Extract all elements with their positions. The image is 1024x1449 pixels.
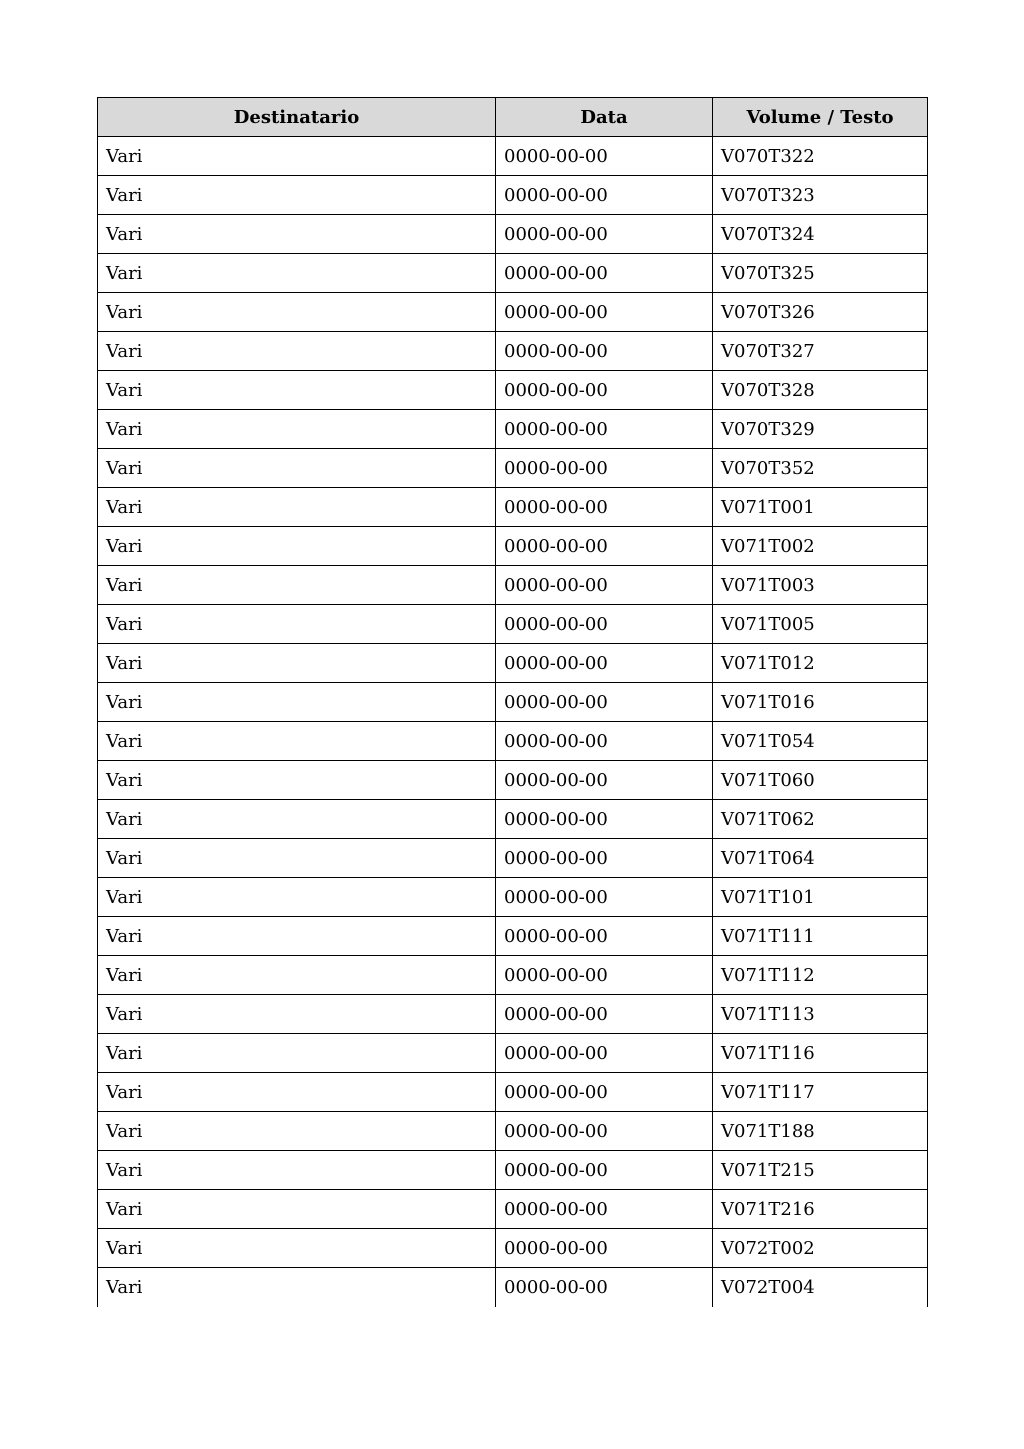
cell-volume-testo: V070T322	[713, 137, 928, 176]
cell-data: 0000-00-00	[496, 1190, 713, 1229]
cell-volume-testo: V071T216	[713, 1190, 928, 1229]
cell-data: 0000-00-00	[496, 527, 713, 566]
table-row	[98, 1151, 928, 1190]
cell-volume-testo: V070T328	[713, 371, 928, 410]
cell-volume-testo: V071T101	[713, 878, 928, 917]
table-row	[98, 527, 928, 566]
cell-data: 0000-00-00	[496, 1112, 713, 1151]
cell-volume-testo: V071T188	[713, 1112, 928, 1151]
cell-volume-testo: V070T329	[713, 410, 928, 449]
table-row	[98, 488, 928, 527]
table-row	[98, 839, 928, 878]
cell-data: 0000-00-00	[496, 566, 713, 605]
cell-volume-testo: V071T112	[713, 956, 928, 995]
cell-destinatario: Vari	[98, 1229, 496, 1268]
cell-volume-testo: V071T116	[713, 1034, 928, 1073]
cell-destinatario: Vari	[98, 1034, 496, 1073]
cell-volume-testo: V070T327	[713, 332, 928, 371]
table-row	[98, 449, 928, 488]
table-row	[98, 176, 928, 215]
cell-data: 0000-00-00	[496, 800, 713, 839]
cell-destinatario: Vari	[98, 137, 496, 176]
cell-destinatario: Vari	[98, 956, 496, 995]
cell-data: 0000-00-00	[496, 293, 713, 332]
cell-volume-testo: V071T113	[713, 995, 928, 1034]
cell-data: 0000-00-00	[496, 761, 713, 800]
cell-data: 0000-00-00	[496, 644, 713, 683]
table-row	[98, 254, 928, 293]
table-body	[98, 137, 928, 1307]
cell-volume-testo: V071T002	[713, 527, 928, 566]
cell-data: 0000-00-00	[496, 1073, 713, 1112]
table-row	[98, 644, 928, 683]
cell-data: 0000-00-00	[496, 956, 713, 995]
cell-volume-testo: V071T005	[713, 605, 928, 644]
cell-data: 0000-00-00	[496, 137, 713, 176]
cell-volume-testo: V071T054	[713, 722, 928, 761]
records-table	[97, 97, 928, 1307]
cell-destinatario: Vari	[98, 488, 496, 527]
header-volume-testo: Volume / Testo	[713, 98, 928, 137]
cell-data: 0000-00-00	[496, 683, 713, 722]
cell-data: 0000-00-00	[496, 371, 713, 410]
cell-data: 0000-00-00	[496, 176, 713, 215]
cell-destinatario: Vari	[98, 176, 496, 215]
cell-destinatario: Vari	[98, 761, 496, 800]
cell-destinatario: Vari	[98, 566, 496, 605]
table-row	[98, 995, 928, 1034]
table-row	[98, 1034, 928, 1073]
cell-data: 0000-00-00	[496, 1268, 713, 1307]
cell-data: 0000-00-00	[496, 878, 713, 917]
cell-volume-testo: V071T016	[713, 683, 928, 722]
cell-data: 0000-00-00	[496, 254, 713, 293]
cell-volume-testo: V071T111	[713, 917, 928, 956]
cell-destinatario: Vari	[98, 1268, 496, 1307]
cell-data: 0000-00-00	[496, 1229, 713, 1268]
cell-volume-testo: V071T012	[713, 644, 928, 683]
cell-destinatario: Vari	[98, 527, 496, 566]
cell-destinatario: Vari	[98, 878, 496, 917]
table-row	[98, 722, 928, 761]
cell-volume-testo: V070T323	[713, 176, 928, 215]
cell-volume-testo: V070T352	[713, 449, 928, 488]
cell-volume-testo: V071T060	[713, 761, 928, 800]
cell-data: 0000-00-00	[496, 332, 713, 371]
cell-data: 0000-00-00	[496, 1034, 713, 1073]
cell-volume-testo: V070T326	[713, 293, 928, 332]
table-row	[98, 878, 928, 917]
cell-destinatario: Vari	[98, 449, 496, 488]
cell-destinatario: Vari	[98, 1112, 496, 1151]
cell-destinatario: Vari	[98, 605, 496, 644]
table-row	[98, 683, 928, 722]
cell-destinatario: Vari	[98, 683, 496, 722]
table-row	[98, 1190, 928, 1229]
table-row	[98, 566, 928, 605]
header-destinatario: Destinatario	[98, 98, 496, 137]
cell-data: 0000-00-00	[496, 215, 713, 254]
cell-volume-testo: V072T002	[713, 1229, 928, 1268]
table-row	[98, 371, 928, 410]
table-row	[98, 605, 928, 644]
cell-volume-testo: V071T064	[713, 839, 928, 878]
cell-volume-testo: V071T062	[713, 800, 928, 839]
cell-destinatario: Vari	[98, 995, 496, 1034]
cell-destinatario: Vari	[98, 800, 496, 839]
table-row	[98, 137, 928, 176]
cell-volume-testo: V070T325	[713, 254, 928, 293]
cell-destinatario: Vari	[98, 371, 496, 410]
table-row	[98, 761, 928, 800]
cell-data: 0000-00-00	[496, 449, 713, 488]
cell-destinatario: Vari	[98, 917, 496, 956]
cell-data: 0000-00-00	[496, 488, 713, 527]
cell-destinatario: Vari	[98, 332, 496, 371]
cell-volume-testo: V071T117	[713, 1073, 928, 1112]
table-row	[98, 1112, 928, 1151]
cell-data: 0000-00-00	[496, 722, 713, 761]
header-row	[98, 98, 928, 137]
cell-data: 0000-00-00	[496, 1151, 713, 1190]
cell-data: 0000-00-00	[496, 410, 713, 449]
cell-volume-testo: V071T003	[713, 566, 928, 605]
header-data: Data	[496, 98, 713, 137]
table-row	[98, 1073, 928, 1112]
table-row	[98, 410, 928, 449]
cell-destinatario: Vari	[98, 215, 496, 254]
cell-destinatario: Vari	[98, 722, 496, 761]
table-row	[98, 917, 928, 956]
table-row	[98, 215, 928, 254]
cell-destinatario: Vari	[98, 839, 496, 878]
cell-data: 0000-00-00	[496, 839, 713, 878]
cell-volume-testo: V071T001	[713, 488, 928, 527]
table-row	[98, 1268, 928, 1307]
table-row	[98, 293, 928, 332]
cell-destinatario: Vari	[98, 1151, 496, 1190]
cell-destinatario: Vari	[98, 1073, 496, 1112]
table-row	[98, 332, 928, 371]
cell-destinatario: Vari	[98, 644, 496, 683]
cell-destinatario: Vari	[98, 293, 496, 332]
cell-destinatario: Vari	[98, 254, 496, 293]
cell-volume-testo: V072T004	[713, 1268, 928, 1307]
cell-volume-testo: V071T215	[713, 1151, 928, 1190]
table-row	[98, 1229, 928, 1268]
table-row	[98, 956, 928, 995]
cell-volume-testo: V070T324	[713, 215, 928, 254]
cell-destinatario: Vari	[98, 410, 496, 449]
table-row	[98, 800, 928, 839]
cell-data: 0000-00-00	[496, 605, 713, 644]
cell-destinatario: Vari	[98, 1190, 496, 1229]
cell-data: 0000-00-00	[496, 917, 713, 956]
cell-data: 0000-00-00	[496, 995, 713, 1034]
